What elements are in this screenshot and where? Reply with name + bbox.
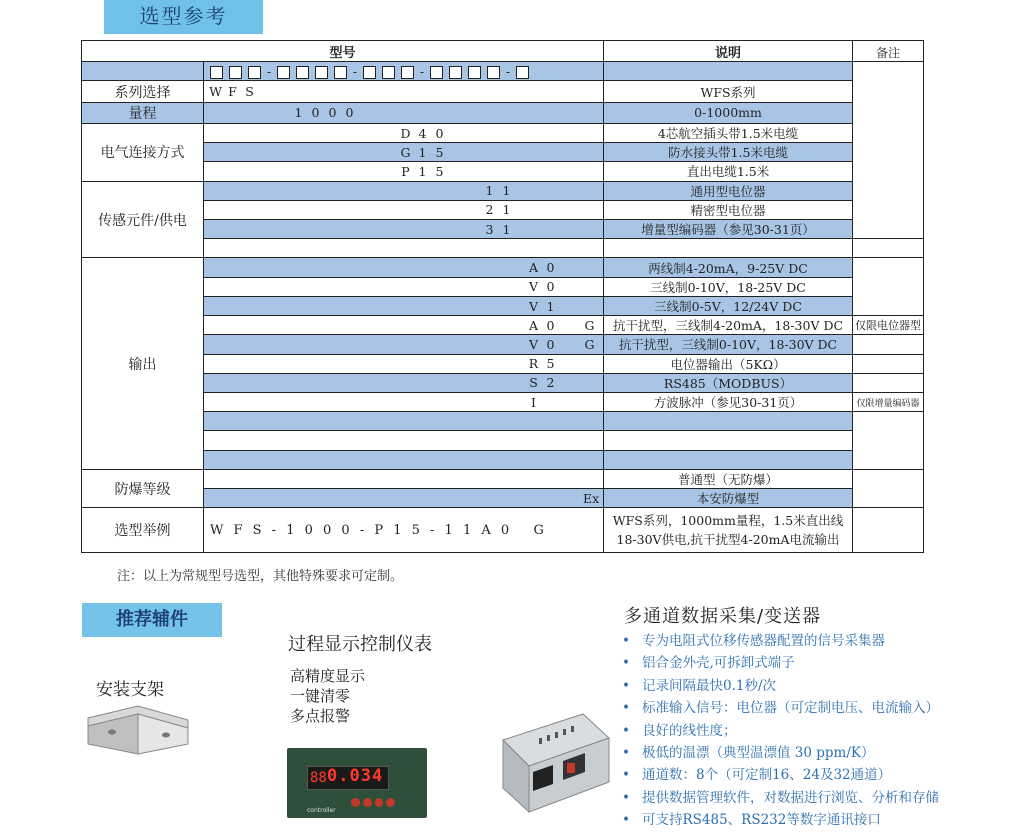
daq-feature-text: 标准输入信号：电位器（可定制电压、电流输入）: [642, 700, 939, 717]
output-code: [204, 392, 604, 411]
series-label-cell: [82, 81, 204, 102]
code-char: 5: [435, 163, 444, 179]
code-char: 1: [294, 105, 303, 121]
bullet-icon: •: [622, 767, 630, 784]
code-char: W: [209, 84, 222, 100]
daq-feature-text: 专为电阻式位移传感器配置的信号采集器: [642, 633, 885, 649]
table-footnote: 注：以上为常规型号选型，其他特殊要求可定制。: [117, 569, 404, 584]
daq-feature-text: 记录间隔最快0.1秒/次: [642, 677, 777, 694]
mounting-bracket-image: [86, 704, 190, 756]
example-code: W F S - 1 0 0 0 - P 1 5 - 1 1 A 0 G: [210, 522, 547, 538]
electrical-code: [204, 143, 604, 162]
electrical-desc: 防水接头带1.5米电缆: [668, 145, 788, 161]
electrical-label: 电气连接方式: [100, 145, 185, 162]
template-box: [229, 66, 242, 79]
output-desc-cell: [604, 354, 853, 373]
explosion-label-cell: [82, 469, 204, 507]
code-char: P: [401, 163, 410, 179]
sensor-code: [204, 220, 604, 239]
daq-feature-text: 铝合金外壳,可拆卸式端子: [642, 655, 795, 672]
code-char: 1: [418, 163, 427, 179]
code-char: 2: [485, 202, 494, 218]
note-potentiometer-only: 仅限电位器型: [855, 319, 922, 333]
output-code-1: I: [531, 394, 536, 410]
blank-label: [82, 62, 204, 81]
output-code: [204, 412, 604, 431]
example-label-cell: [82, 508, 204, 553]
note-encoder-only: 仅限增量编码器: [856, 398, 920, 409]
output-code-1: R: [528, 356, 539, 372]
code-char: 1: [485, 183, 494, 199]
sensor-code: [204, 181, 604, 200]
bullet-icon: •: [622, 633, 630, 649]
header-desc-cell: [604, 41, 853, 62]
output-desc: 抗干扰型，三线制4-20mA，18-30V DC: [612, 318, 844, 334]
meter-feature: 高精度显示: [290, 667, 366, 685]
template-box: [210, 66, 223, 79]
output-code-2: 0: [546, 279, 555, 295]
range-label: 量程: [128, 105, 157, 122]
example-desc-2: 18-30V供电,抗干扰型4-20mA电流输出: [616, 532, 840, 548]
code-char: D: [400, 125, 411, 141]
note-cell: [853, 373, 924, 392]
meter-feature: 多点报警: [290, 707, 351, 725]
sensor-label-cell: [82, 181, 204, 258]
sensor-desc-cell: [604, 181, 853, 200]
output-desc: 方波脉冲（参见30-31页）: [653, 395, 803, 411]
output-desc: 三线制0-10V，18-25V DC: [650, 279, 806, 295]
daq-feature-text: 提供数据管理软件，对数据进行浏览、分析和存储: [642, 789, 939, 806]
template-dash: -: [419, 63, 425, 79]
sensor-desc-cell: [604, 200, 853, 219]
note-cell: [853, 412, 924, 470]
explosion-code: [204, 469, 604, 488]
daq-feature-text: 通道数：8个（可定制16、24及32通道）: [642, 767, 892, 784]
template-code: [204, 62, 604, 81]
code-char: S: [245, 84, 254, 100]
output-code-3: G: [584, 336, 595, 352]
note-cell: [853, 335, 924, 354]
electrical-desc: 4芯航空插头带1.5米电缆: [657, 126, 799, 142]
bullet-icon: •: [622, 812, 630, 829]
output-code-2: 0: [546, 336, 555, 352]
header-model: 型号: [329, 45, 356, 61]
range-desc: 0-1000mm: [694, 105, 762, 121]
explosion-desc-cell: [604, 489, 853, 508]
daq-feature-list: [622, 630, 939, 832]
template-box: [468, 66, 481, 79]
output-desc-cell: [604, 450, 853, 469]
output-code-1: S: [529, 375, 538, 391]
code-char: 0: [435, 125, 444, 141]
daq-feature-item: [622, 652, 939, 674]
code-char: G: [400, 144, 411, 160]
output-code: [204, 296, 604, 315]
template-box: [296, 66, 309, 79]
output-code: [204, 316, 604, 335]
sensor-desc: 精密型电位器: [690, 202, 766, 218]
output-code-2: 2: [546, 375, 555, 391]
template-desc: [604, 62, 853, 81]
output-label-cell: [82, 258, 204, 469]
output-label: 输出: [128, 356, 157, 373]
output-desc-cell: [604, 412, 853, 431]
output-desc-cell: [604, 373, 853, 392]
daq-feature-item: [622, 809, 939, 831]
bullet-icon: •: [622, 700, 630, 717]
output-code-2: 0: [546, 317, 555, 333]
explosion-desc-cell: [604, 469, 853, 488]
daq-feature-item: [622, 630, 939, 652]
sensor-code: [204, 200, 604, 219]
meter-features: [290, 666, 365, 726]
sensor-code: [204, 239, 604, 258]
output-desc-cell: [604, 431, 853, 450]
output-desc: 抗干扰型，三线制0-10V，18-30V DC: [618, 337, 838, 353]
output-code: [204, 354, 604, 373]
output-code: [204, 450, 604, 469]
template-box: [315, 66, 328, 79]
code-char: 5: [435, 144, 444, 160]
output-desc: 电位器输出（5KΩ）: [670, 356, 786, 372]
note-cell: [853, 316, 924, 335]
electrical-desc-cell: [604, 162, 853, 181]
template-box: [382, 66, 395, 79]
meter-title: 过程显示控制仪表: [288, 634, 432, 655]
template-box: [430, 66, 443, 79]
output-desc: 三线制0-5V，12/24V DC: [654, 299, 802, 314]
output-desc-cell: [604, 277, 853, 296]
output-code-2: 5: [546, 356, 555, 372]
note-cell: [853, 258, 924, 316]
output-code: [204, 431, 604, 450]
output-code: [204, 277, 604, 296]
template-box: [277, 66, 290, 79]
explosion-code: [204, 489, 604, 508]
electrical-desc-cell: [604, 123, 853, 142]
note-cell: [853, 508, 924, 553]
template-box: [334, 66, 347, 79]
output-desc-cell: [604, 392, 853, 411]
template-box: [248, 66, 261, 79]
series-label: 系列选择: [114, 84, 171, 101]
daq-module-image: [493, 710, 611, 820]
template-box: [363, 66, 376, 79]
code-char: 0: [328, 105, 337, 121]
electrical-desc: 直出电缆1.5米: [686, 164, 770, 180]
output-code: [204, 373, 604, 392]
template-box: [401, 66, 414, 79]
note-cell: [853, 239, 924, 258]
header-note-cell: [853, 41, 924, 62]
code-char: 0: [311, 105, 320, 121]
code-char: 0: [345, 105, 354, 121]
template-dash: -: [352, 63, 358, 79]
output-code-3: G: [584, 317, 595, 333]
electrical-code: [204, 162, 604, 181]
daq-feature-item: [622, 697, 939, 719]
sensor-desc: 通用型电位器: [690, 183, 766, 199]
code-char: 3: [485, 221, 494, 237]
template-box: [487, 66, 500, 79]
explosion-desc: 普通型（无防爆）: [678, 471, 779, 487]
range-code: [204, 102, 604, 123]
explosion-code: Ex: [583, 490, 600, 506]
electrical-label-cell: [82, 123, 204, 181]
output-desc-cell: [604, 335, 853, 354]
template-dash: -: [266, 63, 272, 79]
note-cell: [853, 392, 924, 411]
electrical-code: [204, 123, 604, 142]
header-model-cell: [82, 41, 604, 62]
output-code-1: V: [528, 298, 539, 314]
note-cell: [853, 354, 924, 373]
sensor-desc-cell: [604, 220, 853, 239]
meter-readout: 0.034: [327, 766, 384, 786]
bullet-icon: •: [622, 789, 630, 806]
daq-feature-text: 良好的线性度；: [642, 722, 737, 739]
output-code-2: 1: [546, 298, 555, 314]
example-label: 选型举例: [114, 523, 171, 540]
output-code-1: V: [528, 279, 539, 295]
output-code-1: V: [528, 336, 539, 352]
range-desc-cell: [604, 102, 853, 123]
daq-feature-text: 极低的温漂（典型温漂值 30 ppm/K）: [642, 744, 875, 761]
output-desc-cell: [604, 296, 853, 315]
section-title: 选型参考: [104, 0, 263, 34]
daq-feature-text: 可支持RS485、RS232等数字通讯接口: [642, 812, 881, 829]
sensor-desc: 增量型编码器（参见30-31页）: [641, 222, 815, 238]
accessories-title: 推荐辅件: [82, 603, 222, 637]
daq-feature-item: [622, 675, 939, 697]
code-char: F: [228, 84, 237, 100]
bullet-icon: •: [622, 744, 630, 761]
series-code: [204, 81, 604, 102]
daq-feature-item: [622, 764, 939, 786]
selection-table: [81, 40, 924, 553]
bullet-icon: •: [622, 655, 630, 672]
meter-brand: controller: [307, 807, 336, 814]
daq-feature-item: [622, 787, 939, 809]
output-desc: 两线制4-20mA，9-25V DC: [648, 260, 808, 276]
series-desc: WFS系列: [700, 84, 756, 100]
template-box: [516, 66, 529, 79]
template-box: [449, 66, 462, 79]
output-desc: RS485（MODBUS）: [663, 375, 793, 391]
template-dash: -: [505, 63, 511, 79]
bullet-icon: •: [622, 677, 630, 694]
code-char: 1: [502, 221, 511, 237]
explosion-label: 防爆等级: [114, 481, 171, 498]
example-desc-1: WFS系列，1000mm量程，1.5米直出线: [612, 513, 844, 529]
header-note: 备注: [876, 46, 901, 60]
daq-title: 多通道数据采集/变送器: [624, 606, 822, 627]
code-char: 1: [502, 202, 511, 218]
note-cell: [853, 469, 924, 507]
series-desc-cell: [604, 81, 853, 102]
output-code: [204, 335, 604, 354]
output-code-2: 0: [546, 260, 555, 276]
range-label-cell: [82, 102, 204, 123]
bullet-icon: •: [622, 722, 630, 739]
output-desc-cell: [604, 316, 853, 335]
sensor-label: 传感元件/供电: [98, 212, 187, 229]
output-code-1: A: [528, 317, 539, 333]
output-desc-cell: [604, 258, 853, 277]
output-code: [204, 258, 604, 277]
example-desc-cell: [604, 508, 853, 553]
code-char: 1: [502, 183, 511, 199]
note-cell: [853, 62, 924, 239]
daq-feature-item: [622, 742, 939, 764]
electrical-desc-cell: [604, 143, 853, 162]
example-code-cell: [204, 508, 604, 553]
header-desc: 说明: [715, 45, 742, 61]
meter-feature: 一键清零: [290, 687, 351, 705]
bracket-title: 安装支架: [96, 680, 164, 700]
code-char: 4: [418, 125, 427, 141]
output-code-1: A: [528, 260, 539, 276]
display-meter-image: 0.034 88 controller: [287, 748, 427, 818]
code-char: 1: [418, 144, 427, 160]
explosion-desc: 本安防爆型: [696, 491, 760, 507]
sensor-desc-cell: [604, 239, 853, 258]
daq-feature-item: [622, 720, 939, 742]
